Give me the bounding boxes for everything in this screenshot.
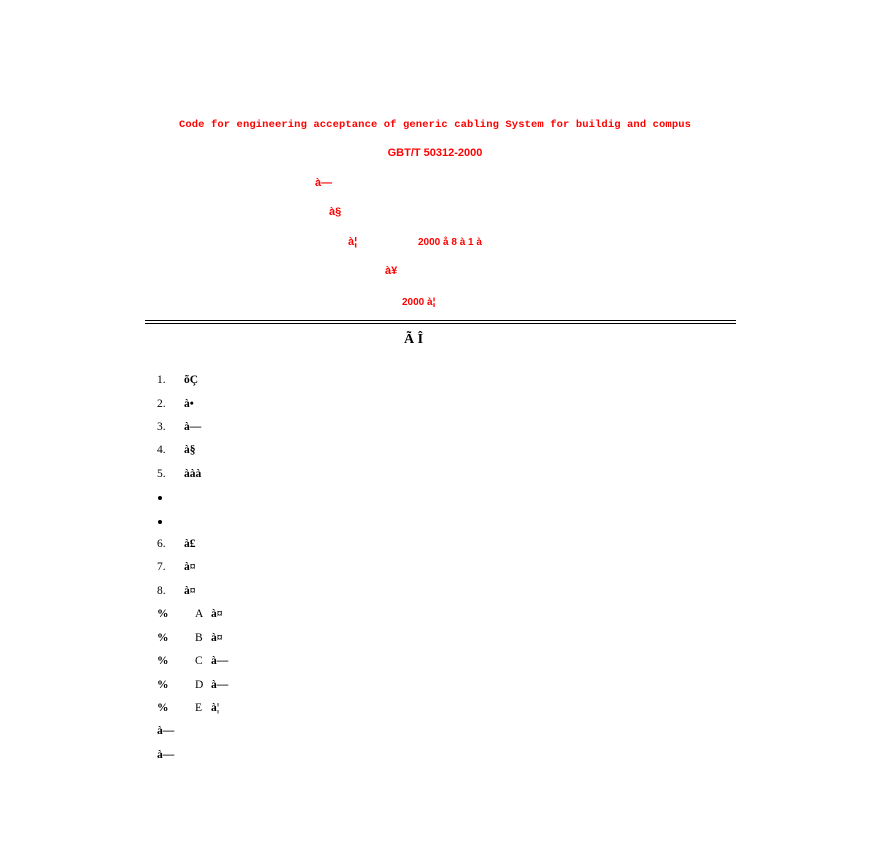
toc-item-label: ààà (184, 468, 202, 480)
toc-item-number: 7. (157, 561, 166, 573)
toc-item-1[interactable] (157, 374, 198, 390)
divider-bottom (145, 323, 736, 324)
toc-item-6[interactable] (157, 538, 196, 554)
toc-item-3[interactable] (157, 421, 201, 437)
toc-item-label: à¤ (184, 561, 196, 573)
appendix-letter: E (195, 702, 203, 714)
implementation-date: 2000 å 8 à 1 à (418, 237, 482, 248)
toc-item-8[interactable] (157, 585, 196, 601)
toc-item-label: à§ (184, 444, 196, 456)
appendix-d[interactable] (157, 679, 228, 691)
publish-year: 2000 à¦ (402, 297, 436, 308)
toc-item-2[interactable] (157, 398, 194, 414)
toc-item-label: à¤ (184, 585, 196, 597)
appendix-prefix: % (157, 679, 169, 691)
toc-item-number: 2. (157, 398, 166, 410)
toc-item-number: 1. (157, 374, 166, 386)
appendix-letter: B (195, 632, 203, 644)
meta-line-1: à— (315, 177, 333, 189)
appendix-letter: A (195, 608, 204, 620)
appendix-letter: C (195, 655, 203, 667)
appendix-label: à¤ (211, 632, 223, 644)
standard-code: GBT/T 50312-2000 (387, 147, 483, 159)
toc-title: Ã Î (404, 332, 424, 347)
appendix-label: à¤ (211, 608, 223, 620)
toc-item-number: 3. (157, 421, 166, 433)
english-title: Code for engineering acceptance of generic cabling System for buildig and compus (178, 119, 692, 131)
toc-item-label: à— (184, 421, 202, 433)
appendix-prefix: % (157, 632, 169, 644)
appendix-label: à— (211, 655, 229, 667)
toc-item-number: 4. (157, 444, 166, 456)
meta-line-2: à§ (329, 206, 342, 218)
meta-line-3-label: à¦ (348, 236, 358, 248)
toc-item-5[interactable] (157, 468, 201, 484)
appendix-label: à¦ (211, 702, 220, 714)
toc-item-label: à• (184, 398, 194, 410)
toc-tail-1[interactable] (157, 725, 174, 741)
toc-tail-label: à— (157, 749, 175, 761)
appendix-e[interactable] (157, 702, 219, 714)
bullet-icon (158, 520, 162, 524)
appendix-a[interactable] (157, 608, 223, 620)
toc-item-label: õÇ (184, 374, 199, 386)
toc-item-number: 8. (157, 585, 166, 597)
appendix-c[interactable] (157, 655, 228, 667)
appendix-letter: D (195, 679, 204, 691)
appendix-prefix: % (157, 655, 169, 667)
appendix-label: à— (211, 679, 229, 691)
appendix-b[interactable] (157, 632, 223, 644)
toc-tail-2[interactable] (157, 749, 174, 765)
toc-item-4[interactable] (157, 444, 196, 460)
appendix-prefix: % (157, 702, 169, 714)
appendix-prefix: % (157, 608, 169, 620)
meta-line-4: à¥ (385, 265, 398, 277)
toc-item-7[interactable] (157, 561, 196, 577)
toc-item-number: 6. (157, 538, 166, 550)
toc-item-label: à£ (184, 538, 196, 550)
divider-top (145, 320, 736, 321)
toc-tail-label: à— (157, 725, 175, 737)
bullet-icon (158, 496, 162, 500)
toc-item-number: 5. (157, 468, 166, 480)
